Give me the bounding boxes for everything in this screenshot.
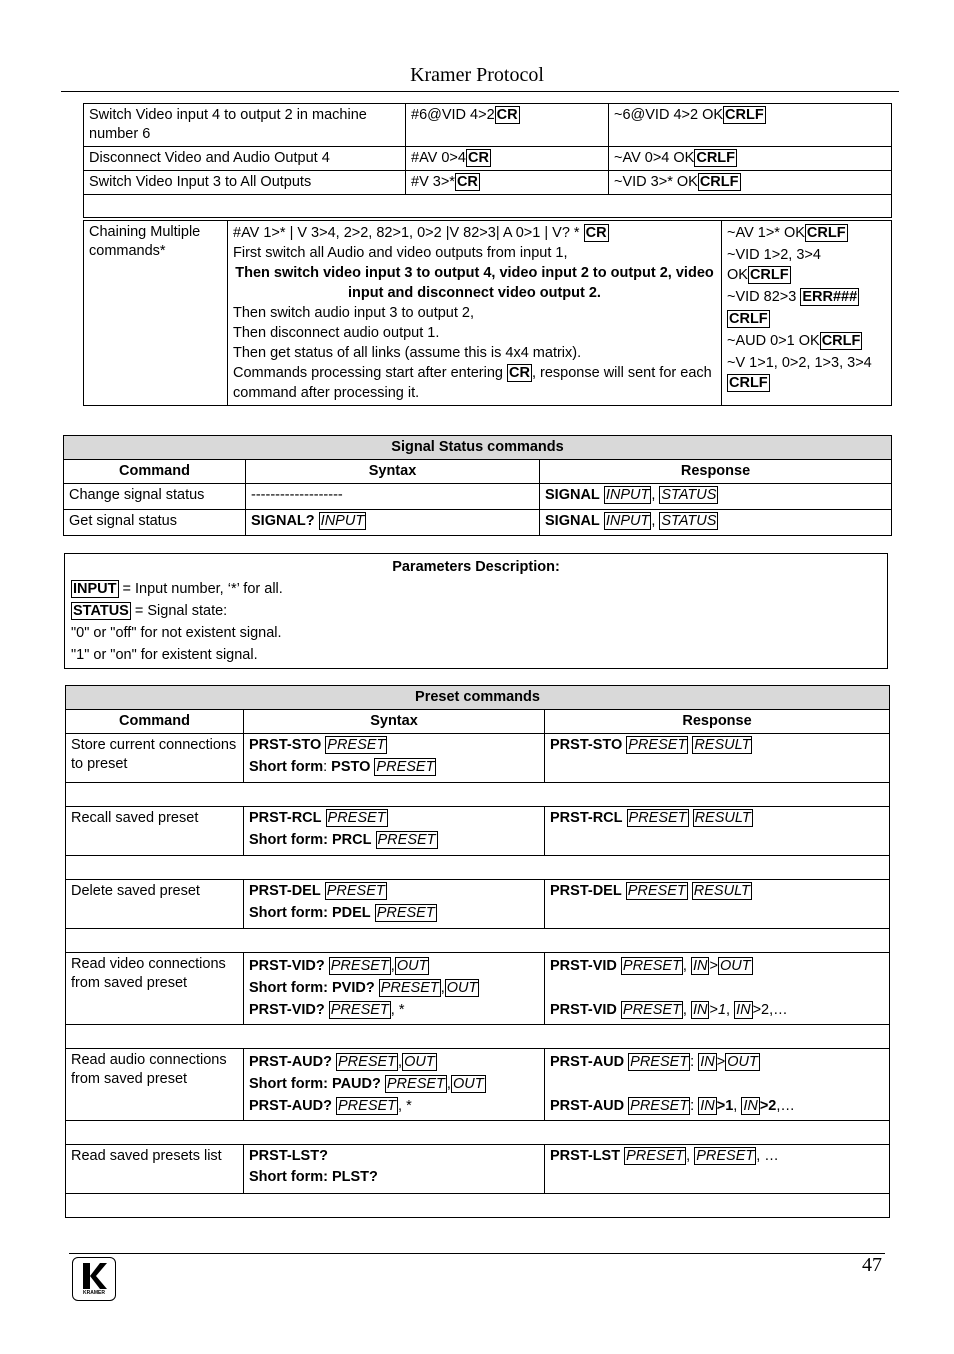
syntax-cell: ------------------- (246, 484, 540, 510)
table-row (84, 171, 892, 195)
command-cell: Read saved presets list (66, 1145, 244, 1194)
param-status: STATUS = Signal state: (73, 603, 228, 619)
table-row (66, 1049, 890, 1121)
spacer-row (66, 1121, 890, 1145)
command-cell: Read video connections from saved preset (66, 953, 244, 1025)
table-row (66, 1145, 890, 1194)
command-cell: Read audio connections from saved preset (66, 1049, 244, 1121)
page-number: 47 (862, 1254, 882, 1276)
example-syntax: #6@VID 4>2 CR (406, 104, 609, 147)
command-cell: Change signal status (64, 484, 246, 510)
header-rule (61, 91, 899, 92)
response-cell: PRST-DEL PRESET RESULT (545, 880, 890, 929)
param-line: "0" or "off" for not existent signal. (71, 625, 282, 641)
spacer-row (66, 1194, 890, 1218)
spacer-row (66, 1025, 890, 1049)
example-desc: Disconnect Video and Audio Output 4 (84, 147, 406, 171)
syntax-cell: PRST-AUD? PRESET , OUT Short form: PAUD? PRESET , OUT PRST-AUD? PRESET , * (244, 1049, 545, 1121)
parameters-description (64, 553, 888, 669)
command-cell: Store current connections to preset (66, 734, 244, 783)
example-response: ~VID 3>* OK CRLF (609, 171, 892, 195)
examples-table (83, 103, 892, 218)
spacer-row (66, 929, 890, 953)
table-row (84, 221, 892, 406)
response-cell: PRST-RCL PRESET RESULT (545, 807, 890, 856)
response-cell: PRST-LST PRESET , PRESET , … (545, 1145, 890, 1194)
table-row (66, 734, 890, 783)
chaining-table (83, 220, 892, 406)
parameters-title: Parameters Description: (392, 559, 560, 575)
table-row (84, 147, 892, 171)
chain-response: ~AV 1>* OK CRLF ~VID 1>2, 3>4 OK CRLF ~VID 82>3 ERR### CRLF ~AUD 0>1 OK CRLF ~V 1>1, 0>2, 1>3, 3>4 CRLF (722, 221, 892, 406)
table-row (84, 104, 892, 147)
syntax-cell: PRST-VID? PRESET , OUT Short form: PVID? PRESET , OUT PRST-VID? PRESET , * (244, 953, 545, 1025)
example-response: ~6@VID 4>2 OK CRLF (609, 104, 892, 147)
syntax-cell: PRST-RCL PRESET Short form: PRCL PRESET (244, 807, 545, 856)
example-syntax: #V 3>* CR (406, 171, 609, 195)
table-row (66, 880, 890, 929)
command-cell: Delete saved preset (66, 880, 244, 929)
syntax-cell: PRST-DEL PRESET Short form: PDEL PRESET (244, 880, 545, 929)
response-cell: PRST-STO PRESET RESULT (545, 734, 890, 783)
param-input: INPUT = Input number, ‘*’ for all. (73, 581, 283, 597)
spacer-row (66, 783, 890, 807)
syntax-cell: PRST-STO PRESET Short form: PSTO PRESET (244, 734, 545, 783)
column-header: Syntax (246, 460, 540, 484)
column-header: Response (545, 710, 890, 734)
response-cell: PRST-AUD PRESET : IN > OUT PRST-AUD PRESET : IN >1, IN >2,… (545, 1049, 890, 1121)
response-cell: SIGNAL INPUT , STATUS (540, 510, 892, 536)
response-cell: PRST-VID PRESET , IN > OUT PRST-VID PRESET , IN >1, IN >2,… (545, 953, 890, 1025)
table-row (66, 953, 890, 1025)
example-desc: Switch Video Input 3 to All Outputs (84, 171, 406, 195)
example-syntax: #AV 0>4 CR (406, 147, 609, 171)
kramer-logo: KRAMER (72, 1257, 116, 1301)
table-title: Preset commands (66, 686, 890, 710)
chain-desc: Chaining Multiple commands* (84, 221, 228, 406)
table-row (64, 484, 892, 510)
param-line: "1" or "on" for existent signal. (71, 647, 258, 663)
example-response: ~AV 0>4 OK CRLF (609, 147, 892, 171)
table-row (64, 510, 892, 536)
table-title: Signal Status commands (64, 436, 892, 460)
column-header: Response (540, 460, 892, 484)
table-row (66, 807, 890, 856)
footer-rule (69, 1253, 885, 1254)
spacer-row (66, 856, 890, 880)
syntax-cell: SIGNAL? INPUT (246, 510, 540, 536)
spacer-row (84, 195, 892, 218)
command-cell: Recall saved preset (66, 807, 244, 856)
signal-status-table (63, 435, 892, 536)
response-cell: SIGNAL INPUT , STATUS (540, 484, 892, 510)
column-header: Command (66, 710, 244, 734)
example-desc: Switch Video input 4 to output 2 in machine number 6 (84, 104, 406, 147)
preset-commands-table (65, 685, 890, 1218)
page-header-title: Kramer Protocol (410, 64, 544, 86)
syntax-cell: PRST-LST? Short form: PLST? (244, 1145, 545, 1194)
column-header: Command (64, 460, 246, 484)
command-cell: Get signal status (64, 510, 246, 536)
chain-syntax: #AV 1>* | V 3>4, 2>2, 82>1, 0>2 |V 82>3| A 0>1 | V? * CR First switch all Audio and video outputs from input 1, Then switch video input 3 to output 4, video input 2 to output 2, video input and disconnect video output 2. Then switch audio input 3 to output 2, Then disconnect audio output 1. Then get status of all links (assume this is 4x4 matrix). Commands processing start after entering CR , response will sent for each command after processing it. (228, 221, 722, 406)
column-header: Syntax (244, 710, 545, 734)
